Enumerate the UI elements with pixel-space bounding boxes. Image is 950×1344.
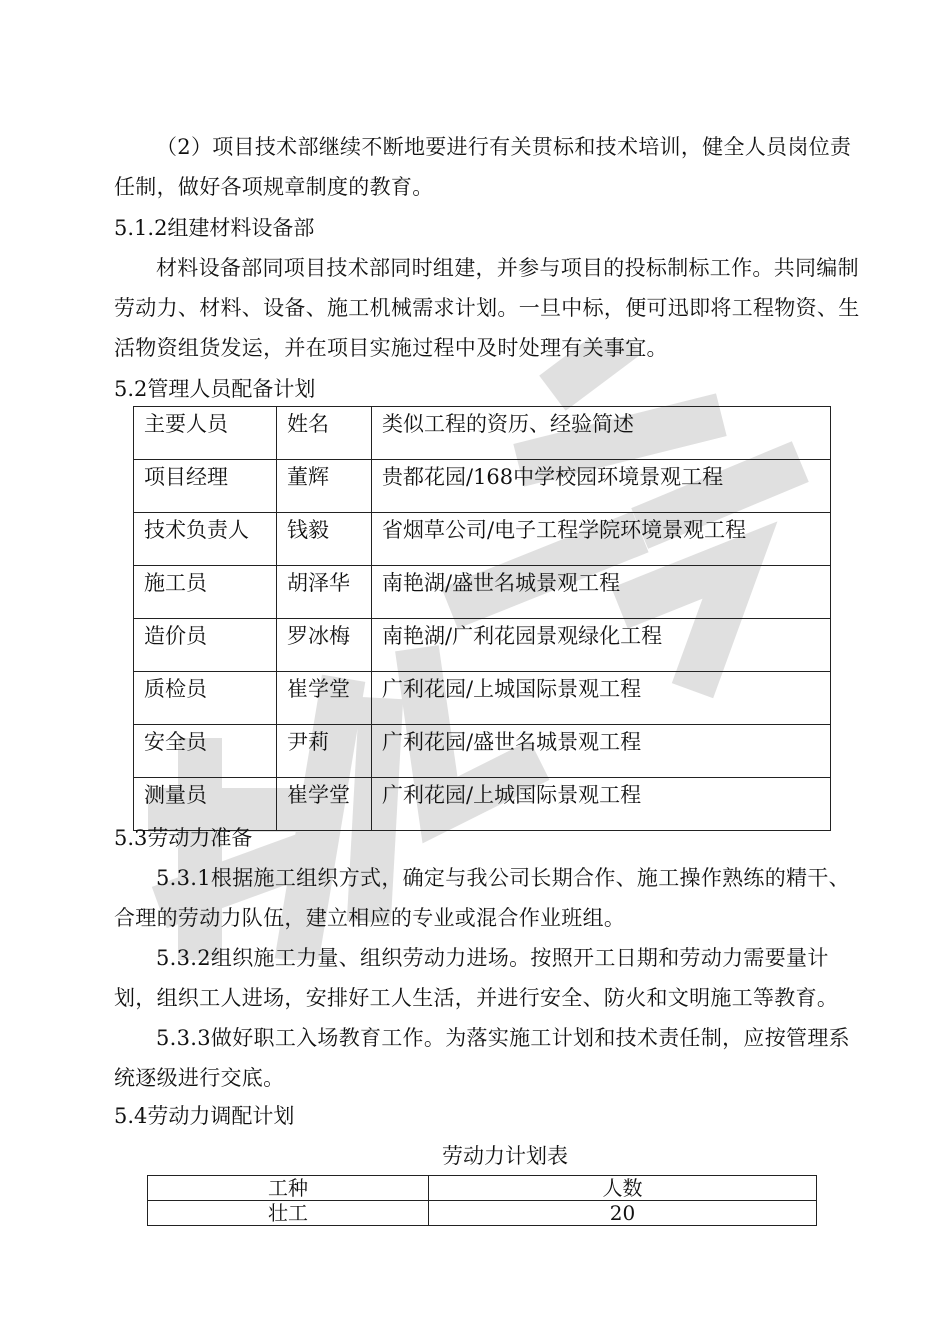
cell-name: 崔学堂	[277, 778, 372, 831]
cell-experience: 南艳湖/广利花园景观绿化工程	[372, 619, 831, 672]
cell-experience: 省烟草公司/电子工程学院环境景观工程	[372, 513, 831, 566]
cell-role: 质检员	[134, 672, 277, 725]
table-row	[148, 1201, 817, 1226]
table-row	[134, 619, 831, 672]
heading-5-1-2: 5.1.2组建材料设备部	[114, 216, 315, 240]
cell-name: 崔学堂	[277, 672, 372, 725]
cell-name: 罗冰梅	[277, 619, 372, 672]
staff-table	[133, 406, 831, 831]
table-row	[134, 672, 831, 725]
cell-role: 安全员	[134, 725, 277, 778]
cell-experience: 南艳湖/盛世名城景观工程	[372, 566, 831, 619]
cell-name: 尹莉	[277, 725, 372, 778]
heading-5-3: 5.3劳动力准备	[114, 826, 253, 850]
cell-name: 董辉	[277, 460, 372, 513]
paragraph-5-3-2: 5.3.2组织施工力量、组织劳动力进场。按照开工日期和劳动力需要量计划，组织工人进场，安排好工人生活，并进行安全、防火和文明施工等教育。	[114, 946, 839, 1010]
cell-trade: 壮工	[148, 1201, 429, 1226]
cell-role: 测量员	[134, 778, 277, 831]
staff-table-header	[134, 407, 831, 460]
cell-name: 胡泽华	[277, 566, 372, 619]
cell-experience: 广利花园/上城国际景观工程	[372, 778, 831, 831]
labor-table-caption: 劳动力计划表	[442, 1144, 568, 1168]
header-experience: 类似工程的资历、经验简述	[372, 407, 831, 460]
heading-5-2: 5.2管理人员配备计划	[114, 377, 316, 401]
header-role: 主要人员	[134, 407, 277, 460]
table-row	[134, 513, 831, 566]
header-trade: 工种	[148, 1176, 429, 1201]
table-row	[134, 725, 831, 778]
cell-experience: 广利花园/上城国际景观工程	[372, 672, 831, 725]
cell-role: 技术负责人	[134, 513, 277, 566]
paragraph-training: （2）项目技术部继续不断地要进行有关贯标和技术培训，健全人员岗位责任制，做好各项规章制度的教育。	[114, 135, 852, 199]
heading-5-4: 5.4劳动力调配计划	[114, 1104, 295, 1128]
header-count: 人数	[429, 1176, 817, 1201]
table-row	[134, 566, 831, 619]
cell-experience: 贵都花园/168中学校园环境景观工程	[372, 460, 831, 513]
paragraph-5-3-1: 5.3.1根据施工组织方式，确定与我公司长期合作、施工操作熟练的精干、合理的劳动力队伍，建立相应的专业或混合作业班组。	[114, 866, 850, 930]
paragraph-material-dept: 材料设备部同项目技术部同时组建，并参与项目的投标制标工作。共同编制劳动力、材料、设备、施工机械需求计划。一旦中标，便可迅即将工程物资、生活物资组货发运，并在项目实施过程中及时处理有关事宜。	[114, 256, 860, 360]
paragraph-5-3-3: 5.3.3做好职工入场教育工作。为落实施工计划和技术责任制，应按管理系统逐级进行交底。	[114, 1026, 850, 1090]
cell-role: 施工员	[134, 566, 277, 619]
cell-count: 20	[429, 1201, 817, 1226]
cell-experience: 广利花园/盛世名城景观工程	[372, 725, 831, 778]
cell-role: 项目经理	[134, 460, 277, 513]
labor-table	[147, 1175, 817, 1226]
labor-table-header	[148, 1176, 817, 1201]
header-name: 姓名	[277, 407, 372, 460]
cell-role: 造价员	[134, 619, 277, 672]
table-row	[134, 460, 831, 513]
cell-name: 钱毅	[277, 513, 372, 566]
